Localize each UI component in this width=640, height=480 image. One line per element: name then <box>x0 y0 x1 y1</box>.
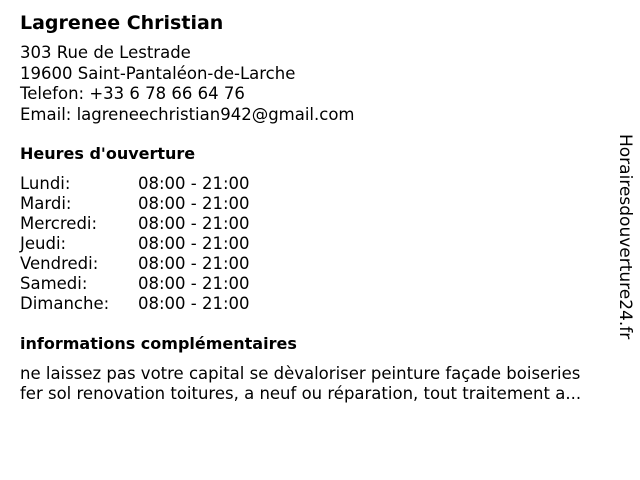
hours-day: Mardi: <box>20 194 72 213</box>
hours-time: 08:00 - 21:00 <box>138 274 250 293</box>
hours-row-saturday <box>20 274 250 294</box>
hours-row-monday <box>20 174 250 194</box>
site-watermark-text: Horairesdouverture24.fr <box>615 134 635 340</box>
hours-row-friday <box>20 254 250 274</box>
hours-day: Lundi: <box>20 174 71 193</box>
hours-row-wednesday <box>20 214 250 234</box>
hours-row-tuesday <box>20 194 250 214</box>
hours-time: 08:00 - 21:00 <box>138 234 250 253</box>
address-city: 19600 Saint-Pantaléon-de-Larche <box>20 63 296 83</box>
additional-info-heading: informations complémentaires <box>20 334 297 353</box>
hours-day: Jeudi: <box>20 234 67 253</box>
business-name: Lagrenee Christian <box>20 12 224 34</box>
hours-time: 08:00 - 21:00 <box>138 194 250 213</box>
hours-day: Mercredi: <box>20 214 98 233</box>
hours-day: Dimanche: <box>20 294 110 313</box>
hours-time: 08:00 - 21:00 <box>138 294 250 313</box>
additional-info-line: ne laissez pas votre capital se dèvaloriser peinture façade boiseries <box>20 364 581 383</box>
additional-info-text <box>20 364 620 404</box>
contact-block <box>20 43 355 125</box>
hours-row-thursday <box>20 234 250 254</box>
opening-hours-heading: Heures d'ouverture <box>20 144 196 163</box>
hours-time: 08:00 - 21:00 <box>138 174 250 193</box>
hours-day: Samedi: <box>20 274 88 293</box>
additional-info-line: fer sol renovation toitures, a neuf ou réparation, tout traitement a... <box>20 384 582 403</box>
phone-number: Telefon: +33 6 78 66 64 76 <box>20 84 245 103</box>
hours-time: 08:00 - 21:00 <box>138 254 250 273</box>
email-address: Email: lagreneechristian942@gmail.com <box>20 104 355 124</box>
site-watermark <box>610 134 640 346</box>
hours-time: 08:00 - 21:00 <box>138 214 250 233</box>
hours-day: Vendredi: <box>20 254 99 273</box>
opening-hours-table <box>20 174 250 314</box>
address-street: 303 Rue de Lestrade <box>20 43 191 62</box>
hours-row-sunday <box>20 294 250 314</box>
